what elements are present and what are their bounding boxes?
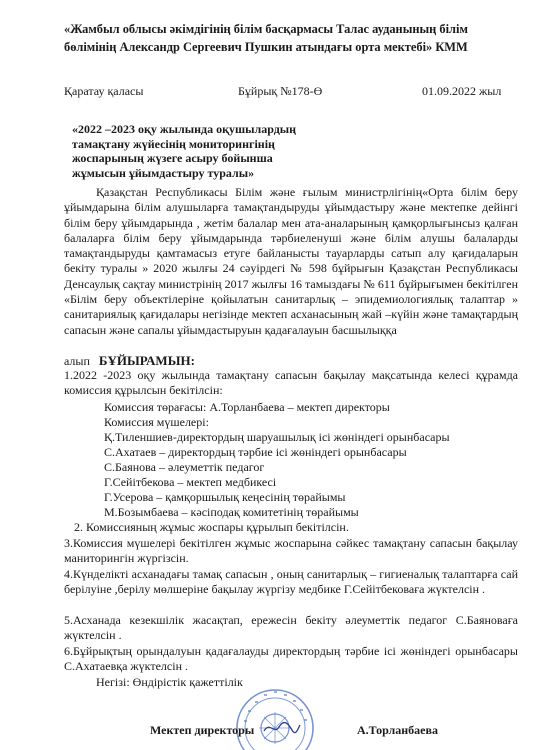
commission-chair: Комиссия төрағасы: А.Торланбаева – мектеп директоры [104, 400, 390, 414]
order-number: Бұйрық №178-Ө [238, 84, 323, 98]
title-line-3: жоспарының жүзеге асыру бойынша [72, 151, 273, 166]
title-line-4: жұмысын ұйымдастыру туралы» [72, 165, 255, 180]
basis: Негізі: Өндірістік қажеттілік [96, 675, 243, 689]
member-6: М.Бозымбаева – кәсіподақ комитетінің төрайымы [104, 505, 359, 519]
members-label: Комиссия мүшелері: [104, 415, 209, 429]
signature-role: Мектеп директоры [150, 723, 255, 737]
city: Қаратау қаласы [64, 84, 144, 98]
item-2: 2. Комиссияның жұмыс жоспары құрылып бекітілсін. [74, 520, 349, 534]
order-heading [64, 353, 195, 369]
order-word: БҰЙЫРАМЫН: [98, 353, 195, 368]
member-2: С.Ахатаев – директордың тәрбие ісі жөніндегі орынбасары [104, 445, 407, 459]
title-line-1: «2022 –2023 оқу жылында оқушылардың [72, 122, 297, 136]
member-5: Г.Усерова – қамқоршылық кеңесінің төрайымы [104, 490, 346, 504]
alyp-word: алып [64, 354, 90, 368]
school-stamp [230, 676, 320, 750]
handwritten-signature [262, 719, 302, 737]
item-6: 6.Бұйрықтың орындалуын қадағалауды директордың тәрбие ісі жөніндегі орынбасары С.Ахатаевқа жүктелсін . [64, 644, 518, 674]
item-4: 4.Күнделікті асханадағы тамақ сапасын , оның санитарлық – гигиеналық талаптарға сай берілуіне ,берілу мөлшеріне бақылау жүргізу медбике Г.Сейітбековаға жүктелсін . [64, 567, 518, 597]
member-1: Қ.Тиленшиев-директордың шаруашылық ісі жөніндегі орынбасары [104, 430, 450, 444]
document-title [72, 122, 332, 180]
title-line-2: тамақтану жүйесінің мониторингінің [72, 136, 275, 151]
header-line-1: «Жамбыл облысы әкімдігінің білім басқармасы Талас ауданының білім [64, 22, 468, 36]
intro-paragraph: Қазақстан Республикасы Білім және ғылым министрлігінің«Орта білім беру ұйымдарына білім алушыларға тамақтандыруды ұйымдастыру және мектепке дейінгі білім беру ұйымдарында , жетім балалар мен ата-аналарының қамқорлығынсыз қалған балаларға білім беру ұйымдарында тәрбиеленуші және білім алушы балаларды тамақтандыруды қамтамасыз етуге байланысты тауарларды сатып алу қағидаларын бекіту туралы » 2020 жылғы 24 сәуірдегі № 598 бұйрығын Қазақстан Республикасы Денсаулық сақтау министрінің 2017 жылғы 16 тамыздағы № 611 бұйрығымен бекітілген «Білім беру объектілеріне қойылатын санитарлық – эпидемиологиялық талаптар » санитариялық қағидалары негізінде мектеп асханасының жай –күйін және тамақтардың сапасын және сапалы ұйымдастыруын қадағалауын басшылыққа [64, 185, 518, 337]
member-4: Г.Сейітбекова – мектеп медбикесі [104, 475, 277, 489]
header-line-2: бөлімінің Александр Сергеевич Пушкин атындағы орта мектебі» КММ [64, 40, 468, 54]
item-5: 5.Асханада кезекшілік жасақтап, ережесін бекіту әлеуметтік педагог С.Баяноваға жүктелсін . [64, 613, 518, 643]
signature-name: А.Торланбаева [357, 723, 438, 737]
member-3: С.Баянова – әлеуметтік педагог [104, 460, 265, 474]
order-date: 01.09.2022 жыл [422, 84, 502, 98]
item-3: 3.Комиссия мүшелері бекітілген жұмыс жоспарына сәйкес тамақтану сапасын бақылау маниторингін жүргізсін. [64, 536, 518, 566]
item-1: 1.2022 -2023 оқу жылында тамақтану сапасын бақылау мақсатында келесі құрамда комиссия құрылсын бекітілсін: [64, 368, 518, 398]
